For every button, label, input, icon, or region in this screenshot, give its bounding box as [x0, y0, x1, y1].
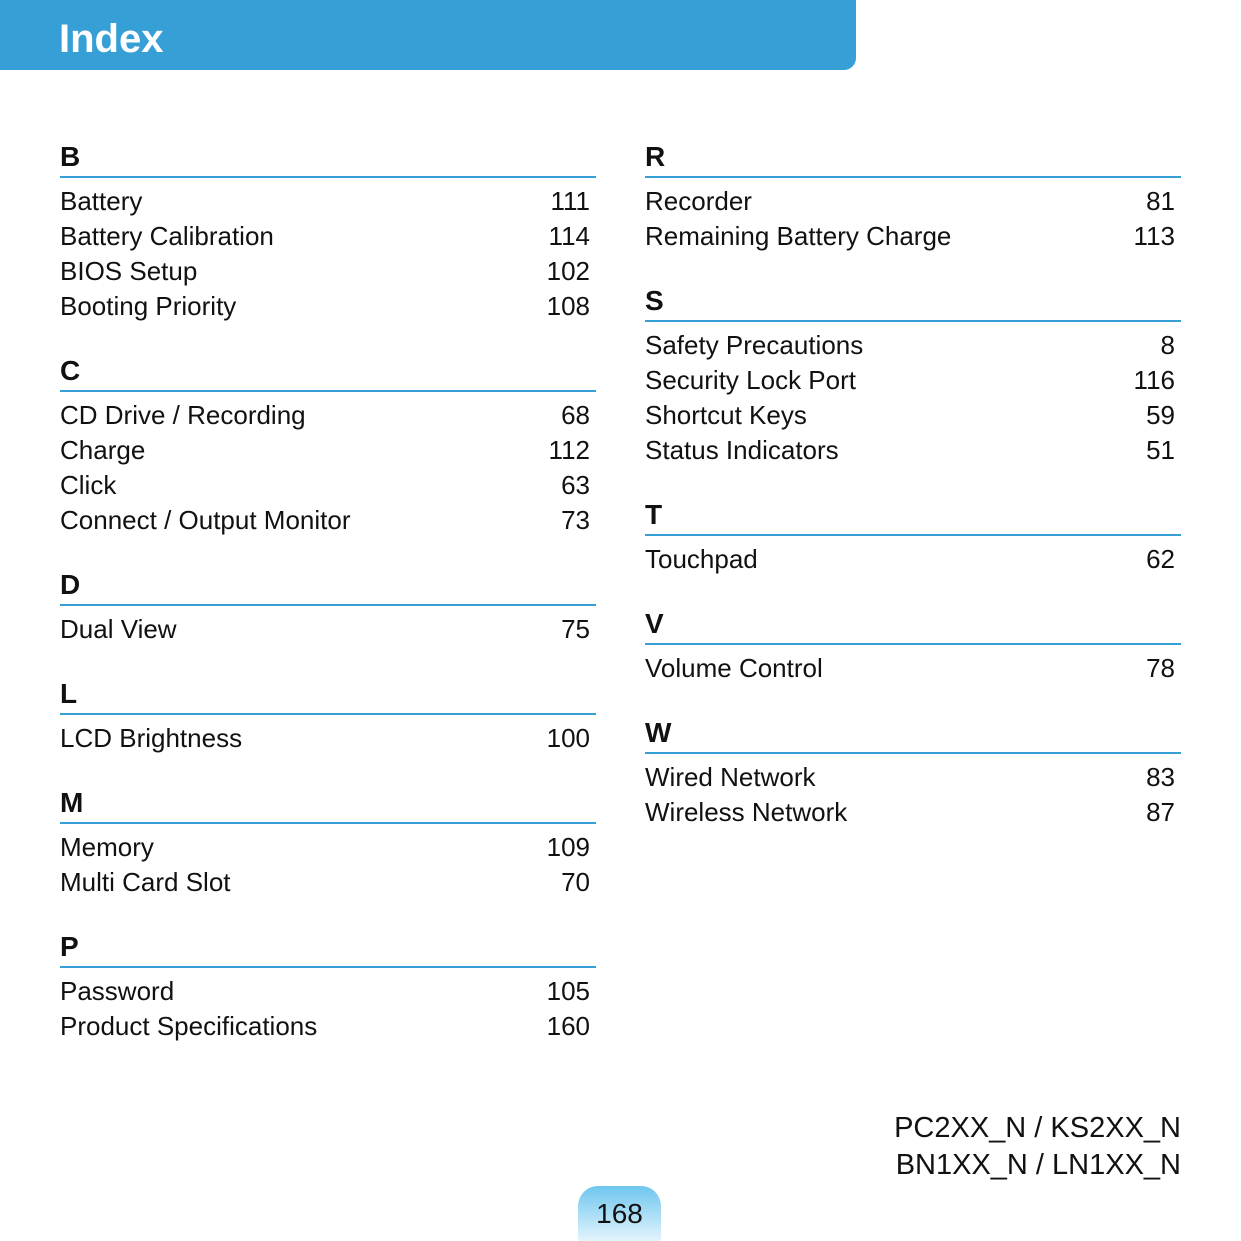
index-page-number: 70 [561, 867, 590, 897]
index-entry[interactable] [60, 254, 596, 289]
section-divider [60, 966, 596, 968]
index-entry[interactable] [645, 219, 1181, 254]
index-page-number: 100 [546, 723, 590, 753]
index-section-r [645, 140, 1181, 254]
model-line-2: BN1XX_N / LN1XX_N [895, 1149, 1181, 1181]
index-page-number: 113 [1133, 221, 1175, 251]
index-term: BIOS Setup [60, 256, 198, 286]
section-letter: R [645, 141, 666, 172]
section-divider [645, 176, 1181, 178]
index-page-number: 102 [546, 256, 590, 286]
index-page-number: 62 [1146, 544, 1175, 574]
index-page-number: 114 [548, 221, 590, 251]
index-entry[interactable] [60, 184, 596, 219]
index-entry[interactable] [60, 1009, 596, 1044]
index-term: Battery [60, 186, 143, 216]
index-term: Volume Control [645, 653, 823, 683]
section-divider [60, 604, 596, 606]
index-page-number: 116 [1133, 365, 1175, 395]
index-entry[interactable] [60, 721, 596, 756]
index-page-number: 112 [548, 435, 590, 465]
index-entry[interactable] [60, 503, 596, 538]
index-entry[interactable] [645, 398, 1181, 433]
index-page-number: 59 [1146, 400, 1175, 430]
index-page-number: 87 [1146, 797, 1175, 827]
section-letter: V [645, 608, 664, 639]
index-term: Product Specifications [60, 1011, 318, 1041]
index-section-w [645, 716, 1181, 830]
index-entry[interactable] [60, 398, 596, 433]
index-term: Status Indicators [645, 435, 839, 465]
section-letter: T [645, 499, 663, 530]
index-page-number: 105 [546, 976, 590, 1006]
section-letter: B [60, 141, 81, 172]
index-term: CD Drive / Recording [60, 400, 306, 430]
index-entry[interactable] [60, 219, 596, 254]
section-divider [60, 713, 596, 715]
index-term: Charge [60, 435, 146, 465]
section-letter: W [645, 717, 672, 748]
section-letter: D [60, 569, 81, 600]
index-section-v [645, 607, 1181, 686]
section-letter: M [60, 787, 84, 818]
index-term: Connect / Output Monitor [60, 505, 351, 535]
section-letter: S [645, 285, 664, 316]
index-term: Safety Precautions [645, 330, 864, 360]
index-page-number: 108 [546, 291, 590, 321]
index-entry[interactable] [645, 363, 1181, 398]
page-title: Index [59, 17, 164, 61]
index-entry[interactable] [645, 760, 1181, 795]
model-line-1: PC2XX_N / KS2XX_N [894, 1112, 1181, 1144]
index-term: Dual View [60, 614, 177, 644]
index-page-number: 81 [1146, 186, 1175, 216]
index-term: Memory [60, 832, 154, 862]
index-section-d [60, 568, 596, 647]
index-entry[interactable] [645, 184, 1181, 219]
index-entry[interactable] [645, 542, 1181, 577]
section-divider [645, 643, 1181, 645]
index-entry[interactable] [60, 974, 596, 1009]
index-term: Wireless Network [645, 797, 848, 827]
index-page-number: 75 [561, 614, 590, 644]
index-page-number: 73 [561, 505, 590, 535]
index-entry[interactable] [645, 328, 1181, 363]
model-numbers [894, 1110, 1181, 1184]
index-term: Wired Network [645, 762, 816, 792]
section-letter: L [60, 678, 78, 709]
index-page-number: 111 [550, 186, 590, 216]
index-term: Security Lock Port [645, 365, 856, 395]
index-section-p [60, 930, 596, 1044]
index-page-number: 109 [546, 832, 590, 862]
index-entry[interactable] [60, 865, 596, 900]
page-number-badge: 168 [578, 1186, 661, 1241]
index-entry[interactable] [645, 651, 1181, 686]
index-entry[interactable] [645, 795, 1181, 830]
index-entry[interactable] [60, 612, 596, 647]
section-divider [60, 176, 596, 178]
index-term: Shortcut Keys [645, 400, 807, 430]
index-term: Password [60, 976, 175, 1006]
index-page-number: 83 [1146, 762, 1175, 792]
index-entry[interactable] [60, 830, 596, 865]
index-entry[interactable] [645, 433, 1181, 468]
index-page-number: 78 [1146, 653, 1175, 683]
index-section-m [60, 786, 596, 900]
index-page-number: 160 [546, 1011, 590, 1041]
section-divider [645, 320, 1181, 322]
index-term: Remaining Battery Charge [645, 221, 952, 251]
section-letter: P [60, 931, 79, 962]
index-section-l [60, 677, 596, 756]
index-section-c [60, 354, 596, 538]
index-term: LCD Brightness [60, 723, 243, 753]
section-divider [60, 822, 596, 824]
index-section-s [645, 284, 1181, 468]
index-term: Touchpad [645, 544, 758, 574]
index-section-b [60, 140, 596, 324]
index-section-t [645, 498, 1181, 577]
index-entry[interactable] [60, 433, 596, 468]
index-term: Booting Priority [60, 291, 237, 321]
index-page-number: 63 [561, 470, 590, 500]
index-column-right [645, 140, 1181, 860]
section-letter: C [60, 355, 81, 386]
index-column-left [60, 140, 596, 1074]
section-divider [645, 752, 1181, 754]
section-divider [645, 534, 1181, 536]
index-entry[interactable] [60, 289, 596, 324]
index-page-number: 68 [561, 400, 590, 430]
section-divider [60, 390, 596, 392]
index-term: Multi Card Slot [60, 867, 231, 897]
index-term: Click [60, 470, 117, 500]
index-term: Battery Calibration [60, 221, 274, 251]
header-bar [0, 0, 856, 70]
index-page-number: 51 [1146, 435, 1175, 465]
index-page-number: 8 [1160, 330, 1175, 360]
index-term: Recorder [645, 186, 752, 216]
index-entry[interactable] [60, 468, 596, 503]
